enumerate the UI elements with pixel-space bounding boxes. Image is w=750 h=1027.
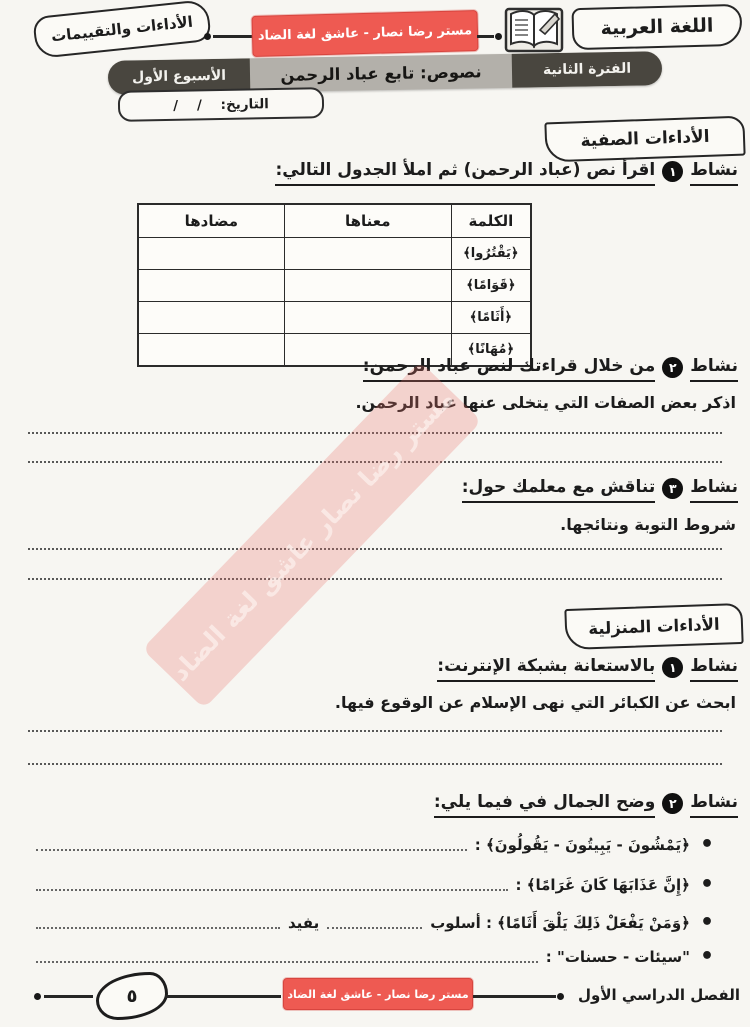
empty-cell	[138, 302, 284, 334]
answer-line	[28, 461, 722, 463]
quran-quote: ﴿يَمْشُونَ - يَبِيتُونَ - يَقُولُونَ﴾ :	[474, 836, 690, 854]
word-cell: ﴿يَقْتُرُوا﴾	[451, 238, 531, 270]
answer-line	[36, 849, 467, 851]
connector-line	[473, 995, 556, 998]
answer-line	[28, 578, 722, 580]
connector-dot	[34, 993, 41, 1000]
col-word: الكلمة	[451, 204, 531, 238]
activity-text: وضح الجمال في فيما يلي:	[434, 792, 655, 818]
col-antonym: مضادها	[138, 204, 284, 238]
beauty-item	[28, 872, 714, 898]
activity-text: بالاستعانة بشبكة الإنترنت:	[437, 656, 655, 682]
word-cell: ﴿مُهَانًا﴾	[451, 334, 531, 367]
activity-number-icon: ١	[662, 657, 683, 678]
activity-text: من خلال قراءتك لنص عباد الرحمن:	[363, 356, 655, 382]
empty-cell	[138, 334, 284, 367]
activity-number-icon: ٢	[662, 357, 683, 378]
page-number: ٥	[96, 972, 168, 1020]
empty-cell	[284, 302, 451, 334]
date-field: التاريخ: / /	[118, 87, 325, 122]
table-header-row	[138, 204, 531, 238]
answer-line	[28, 548, 722, 550]
activity-number-icon: ٣	[662, 478, 683, 499]
red-watermark: مستر رضا نصار عاشق لغة الضاد	[142, 361, 482, 708]
answer-line	[28, 432, 722, 434]
activity-label: نشاط	[690, 477, 738, 503]
activity-number-icon: ١	[662, 161, 683, 182]
empty-cell	[284, 270, 451, 302]
table-row	[138, 270, 531, 302]
assessments-badge: الأداءات والتقييمات	[32, 0, 211, 59]
vocab-table	[137, 203, 532, 367]
activity-text: اقرأ نص (عباد الرحمن) ثم املأ الجدول التالي:	[275, 160, 655, 186]
activity-instruction: ابحث عن الكبائر التي نهى الإسلام عن الوقوع فيها.	[334, 693, 736, 712]
answer-line	[28, 730, 722, 732]
connector-line	[44, 995, 93, 998]
word-pair: "سيئات - حسنات" :	[545, 948, 690, 966]
home-activity-1-heading	[437, 656, 738, 682]
empty-cell	[284, 238, 451, 270]
quran-quote: ﴿وَمَنْ يَفْعَلْ ذَلِكَ يَلْقَ أَثَامًا﴾ : أسلوب	[430, 914, 690, 932]
class-section-title: الأداءات الصفية	[544, 116, 745, 163]
answer-line	[36, 961, 538, 963]
connector-line	[477, 35, 494, 38]
class-activity-2-heading	[363, 356, 738, 382]
activity-instruction: اذكر بعض الصفات التي يتخلى عنها عباد الرحمن.	[355, 393, 736, 412]
class-activity-1-heading	[275, 160, 738, 186]
activity-label: نشاط	[690, 656, 738, 682]
bullet-icon: •	[699, 832, 714, 858]
class-activity-3-heading	[462, 477, 738, 503]
empty-cell	[138, 238, 284, 270]
beauty-item	[28, 944, 714, 970]
answer-line	[28, 763, 722, 765]
word-cell: ﴿قَوَامًا﴾	[451, 270, 531, 302]
home-section-title: الأداءات المنزلية	[564, 603, 743, 650]
open-book-icon	[502, 2, 566, 58]
activity-instruction: شروط التوبة ونتائجها.	[560, 515, 736, 534]
lesson-bar	[108, 51, 663, 95]
bullet-icon: •	[699, 910, 714, 936]
footer-stamp: مستر رضا نصار - عاشق لغة الضاد	[283, 978, 473, 1010]
connector-dot	[495, 33, 502, 40]
connector-dot	[204, 33, 211, 40]
connector-line	[213, 35, 253, 38]
bullet-icon: •	[699, 872, 714, 898]
quran-quote: ﴿إِنَّ عَذَابَهَا كَانَ غَرَامًا﴾ :	[515, 876, 690, 894]
lesson-title: نصوص: تابع عباد الرحمن	[280, 61, 482, 85]
semester-label: الفصل الدراسي الأول	[578, 986, 740, 1004]
answer-line	[327, 927, 422, 929]
connector-line	[165, 995, 281, 998]
activity-label: نشاط	[690, 356, 738, 382]
activity-label: نشاط	[690, 160, 738, 186]
bullet-icon: •	[699, 944, 714, 970]
answer-line	[36, 927, 280, 929]
empty-cell	[138, 270, 284, 302]
col-meaning: معناها	[284, 204, 451, 238]
table-row	[138, 302, 531, 334]
activity-text: تناقش مع معلمك حول:	[462, 477, 656, 503]
teacher-stamp: مستر رضا نصار - عاشق لغة الضاد	[252, 10, 479, 57]
activity-label: نشاط	[690, 792, 738, 818]
period-label: الفترة الثانية	[512, 51, 663, 88]
connector-dot	[557, 993, 564, 1000]
activity-number-icon: ٢	[662, 793, 683, 814]
subject-badge: اللغة العربية	[571, 4, 742, 50]
word-cell: ﴿أَثَامًا﴾	[451, 302, 531, 334]
table-row	[138, 238, 531, 270]
home-activity-2-heading	[434, 792, 738, 818]
week-label: الأسبوع الأول	[108, 58, 251, 94]
answer-line	[36, 889, 508, 891]
quote-tail: يفيد	[288, 914, 320, 932]
beauty-item	[28, 910, 714, 936]
beauty-item	[28, 832, 714, 858]
